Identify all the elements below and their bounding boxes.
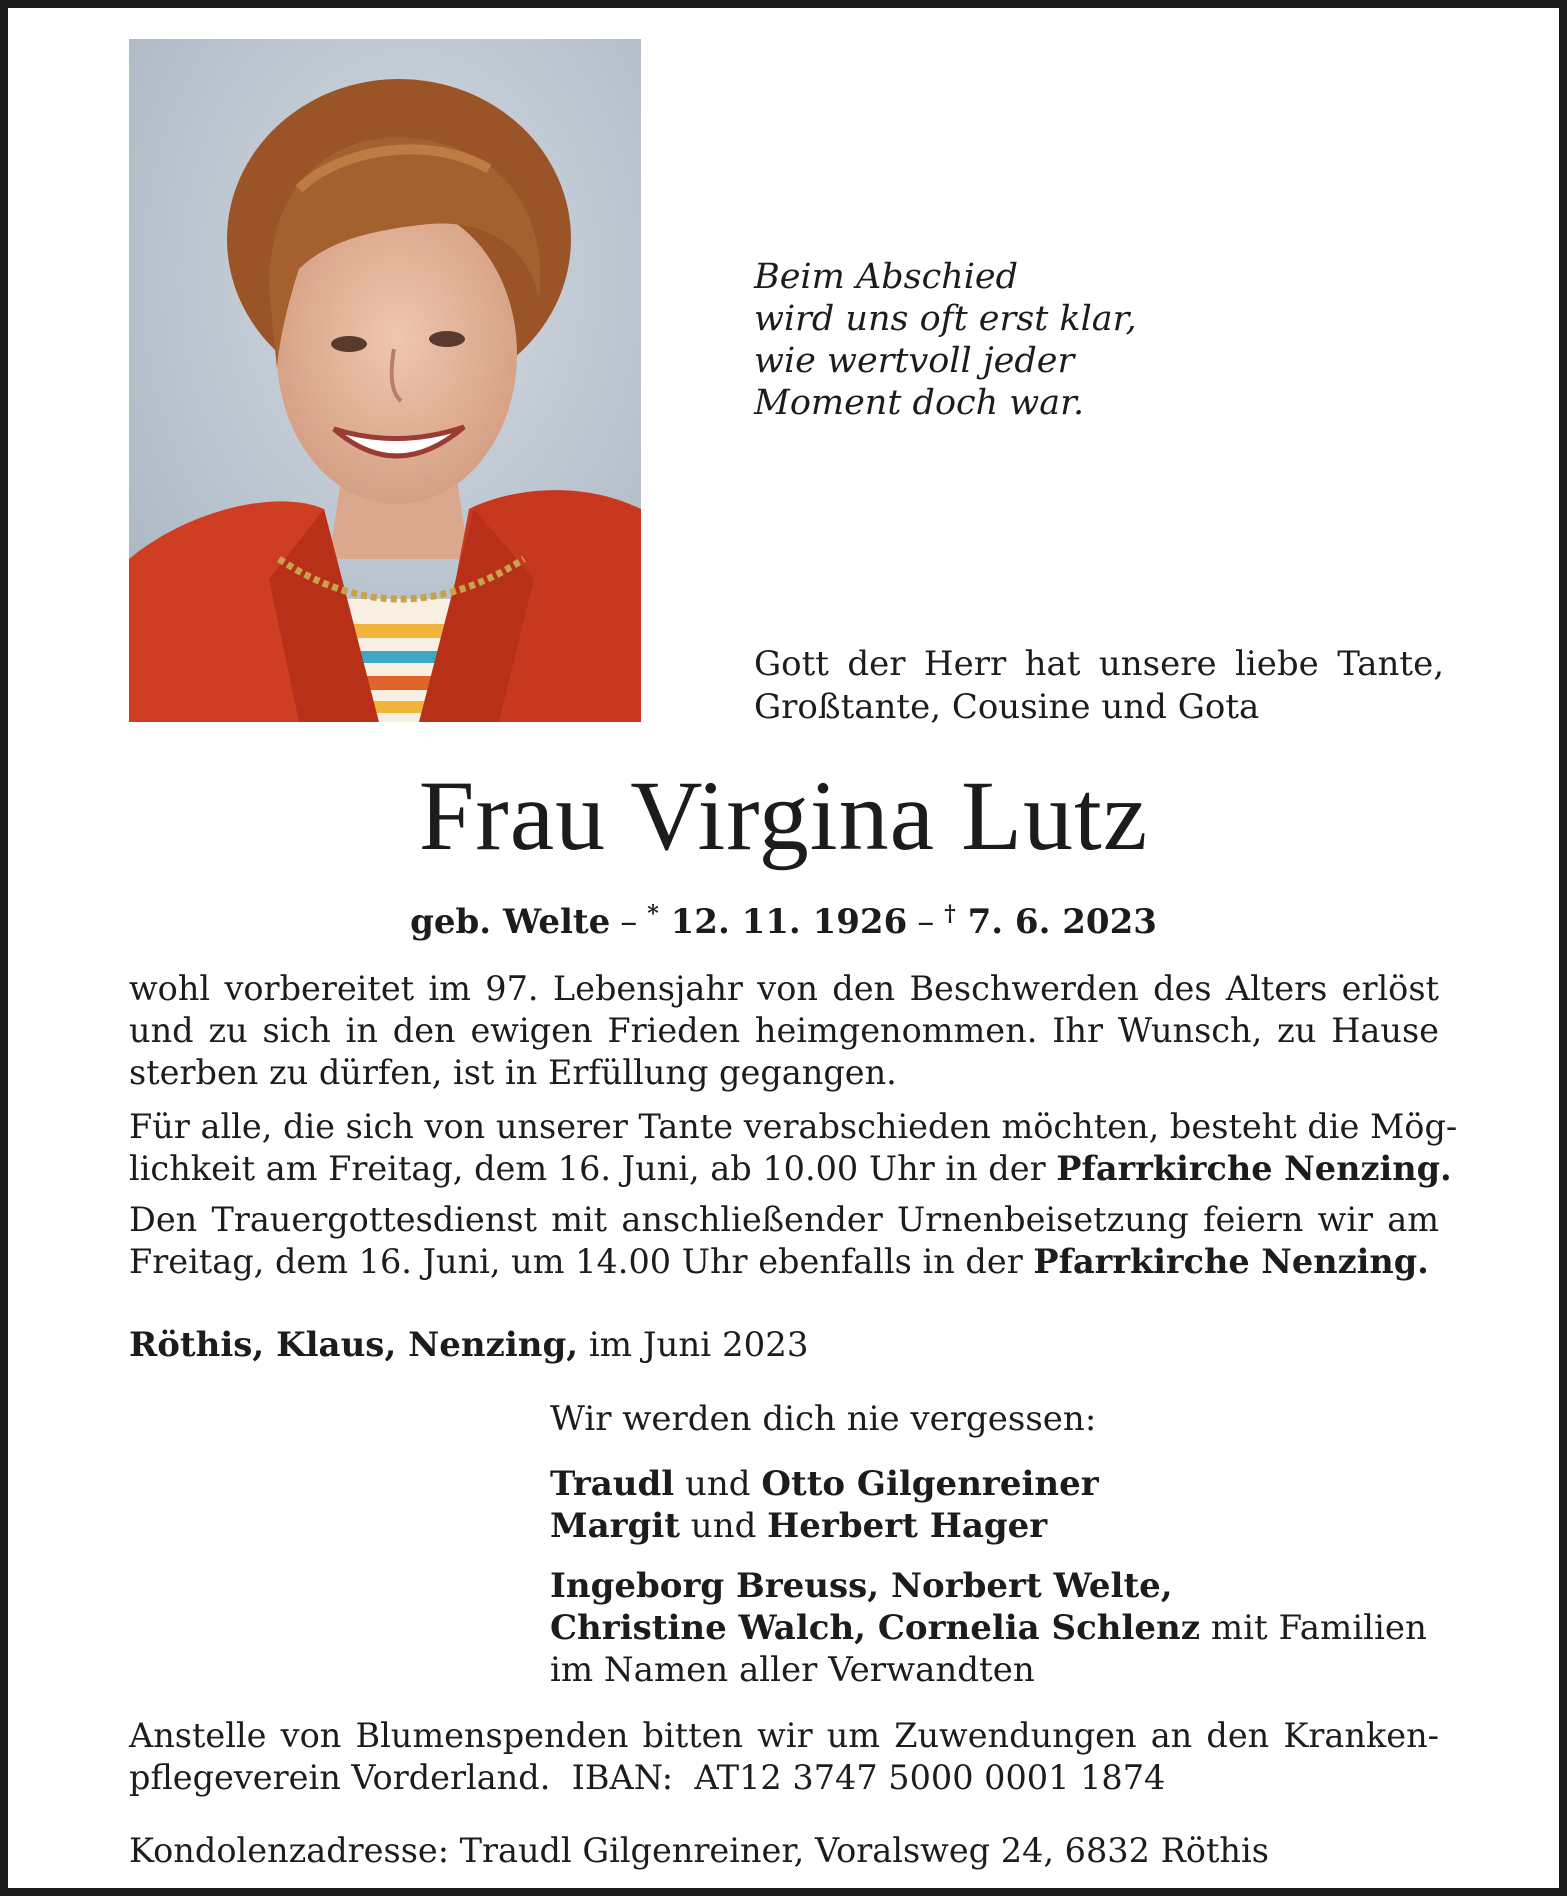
- death-date: 7. 6. 2023: [967, 902, 1157, 942]
- obituary-page: [8, 8, 1559, 1888]
- body-line: [129, 1148, 1452, 1190]
- mourner-name: Margit: [550, 1506, 680, 1546]
- quote-line: wird uns oft erst klar,: [754, 299, 1137, 339]
- portrait-photo: [129, 39, 641, 722]
- donation-line: Anstelle von Blumenspenden bitten wir um Zuwendungen an den Kranken-: [129, 1716, 1439, 1755]
- maiden-name: geb. Welte: [410, 902, 611, 942]
- families-text: mit Familien: [1200, 1608, 1427, 1648]
- mourner-line: im Namen aller Verwandten: [550, 1650, 1035, 1690]
- body-line: sterben zu dürfen, ist in Erfüllung gegangen.: [129, 1053, 897, 1092]
- body-line: [129, 1241, 1439, 1283]
- mourner-names: Christine Walch, Cornelia Schlenz: [550, 1608, 1201, 1648]
- mourner-name: Otto Gilgenreiner: [761, 1464, 1099, 1504]
- body-text: lichkeit am Freitag, dem 16. Juni, ab 10.00 Uhr in der: [129, 1149, 1057, 1188]
- mourners-heading: Wir werden dich nie vergessen:: [550, 1399, 1097, 1439]
- quote-line: Moment doch war.: [754, 383, 1085, 423]
- quote: [754, 256, 1274, 424]
- mourner-pair: [550, 1463, 1450, 1505]
- body-line: Den Trauergottesdienst mit anschließender Urnenbeisetzung feiern wir am: [129, 1200, 1439, 1239]
- body-text: Freitag, dem 16. Juni, um 14.00 Uhr ebenfalls in der: [129, 1242, 1034, 1281]
- mourners-group: [550, 1565, 1450, 1691]
- intro-text: [754, 643, 1444, 729]
- mourner-pair: [550, 1505, 1450, 1547]
- body-line: wohl vorbereitet im 97. Lebensjahr von den Beschwerden des Alters erlöst: [129, 969, 1439, 1008]
- church-name: Pfarrkirche Nenzing.: [1056, 1149, 1452, 1188]
- place-date: [129, 1324, 808, 1366]
- church-name: Pfarrkirche Nenzing.: [1033, 1242, 1429, 1281]
- month-year: im Juni 2023: [578, 1325, 809, 1365]
- conjunction: und: [674, 1464, 762, 1504]
- place-names: Röthis, Klaus, Nenzing,: [129, 1325, 579, 1365]
- paragraph-passing: [129, 968, 1439, 1094]
- mourner-name: Traudl: [550, 1464, 675, 1504]
- paragraph-farewell: [129, 1106, 1458, 1190]
- mourner-line: [550, 1607, 1450, 1649]
- dash: –: [620, 902, 638, 942]
- birth-symbol: *: [647, 901, 659, 927]
- portrait-illustration: [129, 39, 641, 722]
- mourners-couples: [550, 1463, 1450, 1547]
- mourner-name: Herbert Hager: [767, 1506, 1048, 1546]
- quote-line: wie wertvoll jeder: [754, 341, 1075, 381]
- life-dates: [8, 892, 1559, 944]
- quote-line: Beim Abschied: [754, 257, 1019, 297]
- condolence-address: Kondolenzadresse: Traudl Gilgenreiner, Voralsweg 24, 6832 Röthis: [129, 1831, 1269, 1870]
- mourner-line: [550, 1565, 1450, 1607]
- conjunction: und: [679, 1506, 768, 1546]
- intro-line: Gott der Herr hat unsere liebe Tante,: [754, 644, 1444, 684]
- death-symbol: †: [944, 901, 956, 927]
- paragraph-service: [129, 1199, 1439, 1283]
- dash: –: [917, 902, 935, 942]
- deceased-name: Frau Virgina Lutz: [418, 760, 1149, 871]
- birth-date: 12. 11. 1926: [670, 902, 908, 942]
- body-line: und zu sich in den ewigen Frieden heimgenommen. Ihr Wunsch, zu Hause: [129, 1011, 1439, 1050]
- mourner-names: Ingeborg Breuss, Norbert Welte,: [550, 1566, 1173, 1606]
- donation-line: pflegeverein Vorderland. IBAN: AT12 3747 5000 0001 1874: [129, 1758, 1166, 1797]
- intro-line: Großtante, Cousine und Gota: [754, 687, 1260, 727]
- body-line: Für alle, die sich von unserer Tante verabschieden möchten, besteht die Mög-: [129, 1107, 1458, 1146]
- donation-note: [129, 1715, 1439, 1799]
